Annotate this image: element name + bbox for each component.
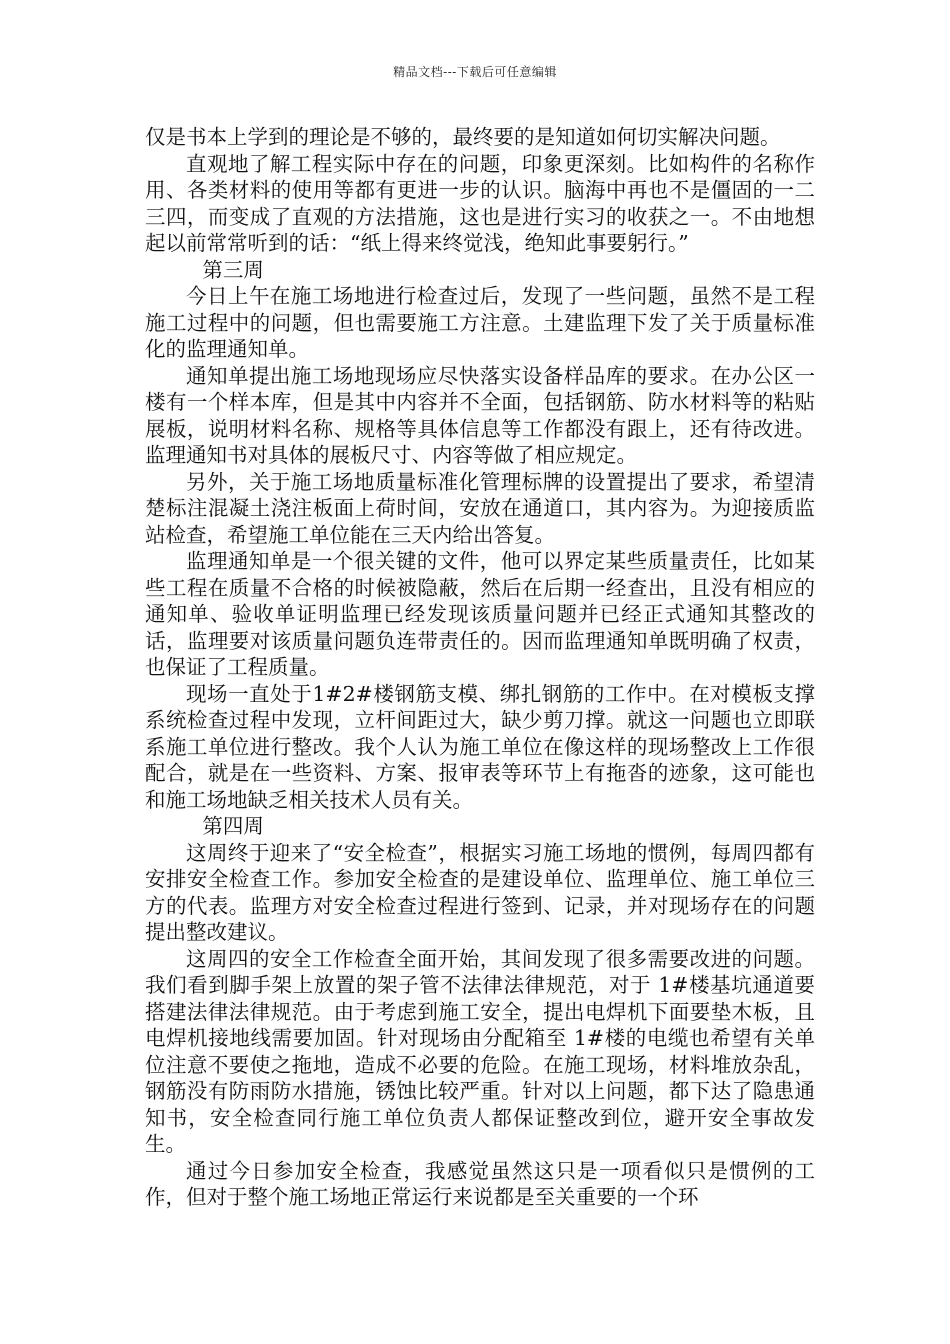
paragraph: 直观地了解工程实际中存在的问题，印象更深刻。比如构件的名称作用、各类材料的使用等都有更进一步的认识。脑海中再也不是僵固的一二三四，而变成了直观的方法措施，这也是进行实习的收获之一。不由地想起以前常常听到的话：“纸上得来终觉浅，绝知此事要躬行。” bbox=[145, 151, 815, 255]
paragraph: 通知单提出施工场地现场应尽快落实设备样品库的要求。在办公区一楼有一个样本库，但是其中内容并不全面，包括钢筋、防水材料等的粘贴展板，说明材料名称、规格等具体信息等工作都没有跟上，还有待改进。监理通知书对具体的展板尺寸、内容等做了相应规定。 bbox=[145, 363, 815, 467]
paragraph: 仅是书本上学到的理论是不够的，最终要的是知道如何切实解决问题。 bbox=[145, 125, 781, 149]
paragraph: 这周终于迎来了“安全检查”，根据实习施工场地的惯例，每周四都有安排安全检查工作。参加安全检查的是建设单位、监理单位、施工单位三方的代表。监理方对安全检查过程进行签到、记录，并对现场存在的问题提出整改建议。 bbox=[145, 840, 815, 944]
section-heading: 第三周 bbox=[202, 257, 264, 282]
paragraph: 这周四的安全工作检查全面开始，其间发现了很多需要改进的问题。我们看到脚手架上放置的架子管不法律法律规范，对于 1#楼基坑通道要搭建法律法律规范。由于考虑到施工安全，提出电焊机下面要垫木板，且电焊机接地线需要加固。针对现场由分配箱至 1#楼的电缆也希望有关单位注意不要使之拖地，造成不必要的危险。在施工现场，材料堆放杂乱，钢筋没有防雨防水措施，锈蚀比较严重。针对以上问题，都下达了隐患通知书，安全检查同行施工单位负责人都保证整改到位，避开安全事故发生。 bbox=[145, 946, 815, 1156]
document-body bbox=[145, 124, 815, 1211]
paragraph: 另外，关于施工场地质量标准化管理标牌的设置提出了要求，希望清楚标注混凝土浇注板面上荷时间，安放在通道口，其内容为。为迎接质监站检查，希望施工单位能在三天内给出答复。 bbox=[145, 469, 815, 547]
paragraph: 今日上午在施工场地进行检查过后，发现了一些问题，虽然不是工程施工过程中的问题，但也需要施工方注意。土建监理下发了关于质量标准化的监理通知单。 bbox=[145, 284, 815, 361]
page-header: 精品文档---下载后可任意编辑 bbox=[393, 65, 557, 79]
paragraph: 通过今日参加安全检查，我感觉虽然这只是一项看似只是惯例的工作，但对于整个施工场地正常运行来说都是至关重要的一个环 bbox=[145, 1158, 815, 1209]
paragraph: 现场一直处于1#2#楼钢筋支模、绑扎钢筋的工作中。在对模板支撑系统检查过程中发现，立杆间距过大，缺少剪刀撑。就这一问题也立即联系施工单位进行整改。我个人认为施工单位在像这样的现场整改上工作很配合，就是在一些资料、方案、报审表等环节上有拖沓的迹象，这可能也和施工场地缺乏相关技术人员有关。 bbox=[145, 681, 815, 812]
section-heading: 第四周 bbox=[202, 814, 264, 838]
paragraph: 监理通知单是一个很关键的文件，他可以界定某些质量责任，比如某些工程在质量不合格的时候被隐蔽，然后在后期一经查出，且没有相应的通知单、验收单证明监理已经发现该质量问题并已经正式通知其整改的话，监理要对该质量问题负连带责任的。因而监理通知单既明确了权责，也保证了工程质量。 bbox=[145, 549, 815, 679]
